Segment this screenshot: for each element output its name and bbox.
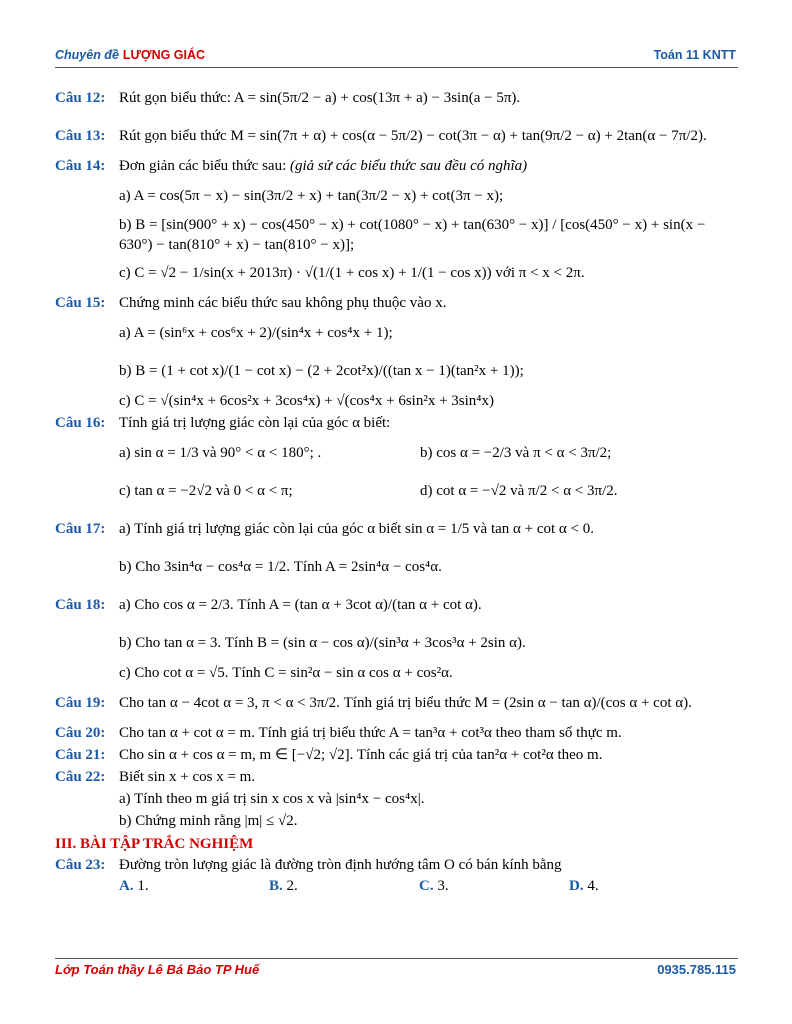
question-text: Biết sin x + cos x = m. bbox=[119, 769, 256, 786]
part-a: a) A = cos(5π − x) − sin(3π/2 + x) + tan(3π/2 − x) + cot(3π − x); bbox=[119, 188, 504, 205]
part-b: b) B = (1 + cot x)/(1 − cot x) − (2 + 2cot²x)/((tan x − 1)(tan²x + 1)); bbox=[119, 363, 524, 380]
header-course: Toán 11 KNTT bbox=[653, 48, 736, 62]
page-footer bbox=[55, 962, 738, 980]
question-17 bbox=[55, 511, 740, 587]
question-label: Câu 22: bbox=[55, 769, 106, 786]
footer-phone: 0935.785.115 bbox=[657, 962, 736, 977]
part-b: b) Cho 3sin⁴α − cos⁴α = 1/2. Tính A = 2sin⁴α − cos⁴α. bbox=[119, 559, 442, 576]
part-c: c) Cho cot α = √5. Tính C = sin²α − sin α cos α + cos²α. bbox=[119, 665, 453, 682]
header-prefix: Chuyên đề bbox=[55, 48, 119, 62]
question-label: Câu 16: bbox=[55, 415, 106, 432]
choice-value: 2. bbox=[286, 877, 298, 894]
question-23 bbox=[55, 855, 740, 877]
question-label: Câu 13: bbox=[55, 128, 106, 145]
choice-value: 4. bbox=[587, 877, 599, 894]
question-text: Rút gọn biểu thức: A = sin(5π/2 − a) + cos(13π + a) − 3sin(a − 5π). bbox=[119, 90, 521, 107]
part-a: a) Cho cos α = 2/3. Tính A = (tan α + 3cot α)/(tan α + cot α). bbox=[119, 597, 482, 614]
question-20 bbox=[55, 723, 740, 745]
question-text: Chứng minh các biểu thức sau không phụ thuộc vào x. bbox=[119, 295, 447, 312]
question-12 bbox=[55, 80, 740, 118]
choice-letter: B. bbox=[269, 877, 283, 894]
answer-choices bbox=[55, 877, 740, 897]
part-b: b) cos α = −2/3 và π < α < 3π/2; bbox=[420, 445, 612, 462]
choice-value: 1. bbox=[137, 877, 149, 894]
exercise-list bbox=[55, 80, 740, 896]
choice-a[interactable] bbox=[119, 877, 269, 897]
parts-ab bbox=[55, 435, 740, 473]
choice-letter: C. bbox=[419, 877, 434, 894]
question-text: Đơn giản các biểu thức sau: bbox=[119, 158, 287, 175]
choice-value: 3. bbox=[437, 877, 449, 894]
part-a: a) Tính theo m giá trị sin x cos x và |sin⁴x − cos⁴x|. bbox=[119, 791, 425, 808]
choice-b[interactable] bbox=[269, 877, 419, 897]
question-text: Tính giá trị lượng giác còn lại của góc α biết: bbox=[119, 415, 391, 432]
choice-d[interactable] bbox=[569, 877, 719, 897]
question-text: Cho sin α + cos α = m, m ∈ [−√2; √2]. Tính các giá trị của tan²α + cot²α theo m. bbox=[119, 747, 603, 764]
part-b: b) Chứng minh rằng |m| ≤ √2. bbox=[119, 813, 298, 830]
part-a: a) Tính giá trị lượng giác còn lại của góc α biết sin α = 1/5 và tan α + cot α < 0. bbox=[119, 521, 594, 538]
choice-letter: A. bbox=[119, 877, 134, 894]
question-22 bbox=[55, 767, 740, 833]
header-topic: LƯỢNG GIÁC bbox=[122, 48, 206, 62]
question-label: Câu 19: bbox=[55, 695, 106, 712]
part-a: a) sin α = 1/3 và 90° < α < 180°; . bbox=[119, 445, 322, 462]
section-title: III. BÀI TẬP TRẮC NGHIỆM bbox=[55, 836, 254, 852]
question-text: Rút gọn biểu thức M = sin(7π + α) + cos(α − 5π/2) − cot(3π − α) + tan(9π/2 − α) + 2tan(α − 7π/2). bbox=[119, 128, 707, 145]
question-note: (giả sử các biểu thức sau đều có nghĩa) bbox=[290, 158, 528, 175]
question-18 bbox=[55, 587, 740, 685]
question-19 bbox=[55, 685, 740, 723]
part-a: a) A = (sin⁶x + cos⁶x + 2)/(sin⁴x + cos⁴x + 1); bbox=[119, 325, 393, 342]
footer-divider bbox=[55, 958, 738, 959]
question-label: Câu 14: bbox=[55, 158, 106, 175]
part-c: c) C = √2 − 1/sin(x + 2013π) · √(1/(1 + cos x) + 1/(1 − cos x)) với π < x < 2π. bbox=[119, 265, 585, 282]
question-label: Câu 20: bbox=[55, 725, 106, 742]
parts-cd bbox=[55, 473, 740, 511]
footer-author: Lớp Toán thầy Lê Bá Bảo TP Huế bbox=[55, 962, 260, 977]
question-15 bbox=[55, 293, 740, 413]
question-14 bbox=[55, 156, 740, 293]
choice-letter: D. bbox=[569, 877, 584, 894]
question-label: Câu 18: bbox=[55, 597, 106, 614]
part-c: c) C = √(sin⁴x + 6cos²x + 3cos⁴x) + √(cos⁴x + 6sin²x + 3sin⁴x) bbox=[119, 393, 495, 410]
question-16 bbox=[55, 413, 740, 511]
header-divider bbox=[55, 67, 738, 68]
question-21 bbox=[55, 745, 740, 767]
question-13 bbox=[55, 118, 740, 156]
question-text: Cho tan α − 4cot α = 3, π < α < 3π/2. Tính giá trị biểu thức M = (2sin α − tan α)/(cos α + cot α). bbox=[119, 695, 692, 712]
question-label: Câu 21: bbox=[55, 747, 106, 764]
question-label: Câu 23: bbox=[55, 856, 106, 873]
question-label: Câu 17: bbox=[55, 521, 106, 538]
question-text: Đường tròn lượng giác là đường tròn định hướng tâm O có bán kính bằng bbox=[119, 856, 562, 873]
header-left bbox=[55, 48, 205, 62]
part-b: b) B = [sin(900° + x) − cos(450° − x) + cot(1080° − x) + tan(630° − x)] / [cos(450° − x) + sin(x − 630°) − tan(810° + x) − tan(810° − x)]; bbox=[119, 217, 706, 253]
part-b: b) Cho tan α = 3. Tính B = (sin α − cos α)/(sin³α + 3cos³α + 2sin α). bbox=[119, 635, 526, 652]
part-c: c) tan α = −2√2 và 0 < α < π; bbox=[119, 483, 293, 500]
part-d: d) cot α = −√2 và π/2 < α < 3π/2. bbox=[420, 483, 618, 500]
question-text: Cho tan α + cot α = m. Tính giá trị biểu thức A = tan³α + cot³α theo tham số thực m. bbox=[119, 725, 622, 742]
choice-c[interactable] bbox=[419, 877, 569, 897]
page-header bbox=[55, 45, 738, 65]
question-label: Câu 12: bbox=[55, 90, 106, 107]
question-label: Câu 15: bbox=[55, 295, 106, 312]
